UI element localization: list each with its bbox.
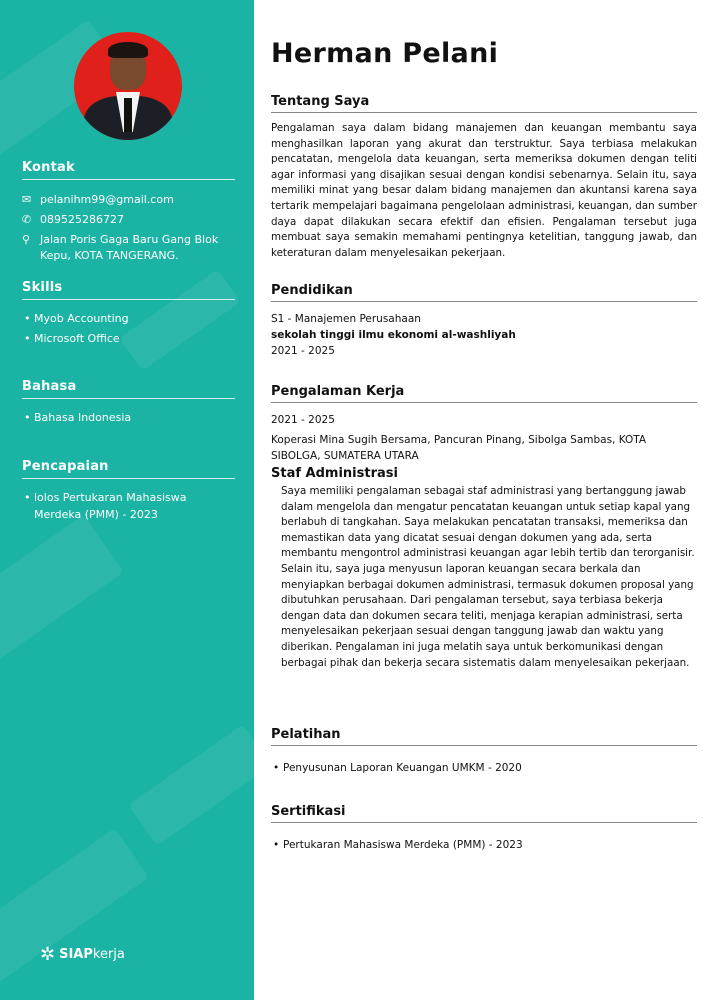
- experience-company: Koperasi Mina Sugih Bersama, Pancuran Pinang, Sibolga Sambas, KOTA SIBOLGA, SUMATERA UTARA: [271, 434, 647, 462]
- contact-section: [22, 160, 235, 268]
- skills-title: Skills: [22, 280, 235, 300]
- logo-brand: SIAP: [59, 947, 93, 962]
- education-degree: S1 - Manajemen Perusahaan: [271, 313, 421, 325]
- experience-title: Pengalaman Kerja: [271, 384, 697, 403]
- language-item: • Bahasa Indonesia: [22, 409, 235, 426]
- skills-section: [22, 280, 235, 350]
- address-text: Jalan Poris Gaga Baru Gang Blok Kepu, KOTA TANGERANG.: [40, 233, 219, 262]
- about-text: Pengalaman saya dalam bidang manajemen dan keuangan membantu saya menghasilkan laporan yang akurat dan terstruktur. Saya terbiasa melakukan pencatatan, mengelola data keuangan, serta memeriksa dokumen dengan teliti agar informasi yang disajikan sesuai dengan kondisi sebenarnya. Selain itu, saya memiliki minat yang besar dalam bidang manajemen dan akuntansi karena saya tertarik mempelajari bagaimana pengelolaan administrasi, keuangan, dan sumber daya dapat dilakukan secara efektif dan efisien. Pengalaman tersebut juga membuat saya semakin memahami pentingnya ketelitian, tanggung jawab, dan keteraturan dalam menyelesaikan pekerjaan.: [271, 122, 697, 259]
- contact-title: Kontak: [22, 160, 235, 180]
- location-pin-icon: ⚲: [22, 233, 31, 246]
- training-title: Pelatihan: [271, 727, 697, 746]
- achievements-title: Pencapaian: [22, 459, 235, 479]
- logo-brand-suffix: kerja: [92, 947, 125, 962]
- about-section: [271, 94, 697, 261]
- skill-item: • Myob Accounting: [22, 310, 235, 327]
- training-item: • Penyusunan Laporan Keuangan UMKM - 2020: [271, 760, 697, 776]
- certification-title: Sertifikasi: [271, 804, 697, 823]
- achievements-section: [22, 459, 235, 526]
- certification-section: [271, 804, 697, 853]
- education-title: Pendidikan: [271, 283, 697, 302]
- decorative-shape: [0, 828, 149, 992]
- achievement-item: • lolos Pertukaran Mahasiswa Merdeka (PMM) - 2023: [22, 489, 235, 523]
- experience-section: [271, 384, 697, 671]
- experience-description: Saya memiliki pengalaman sebagai staf administrasi yang bertanggung jawab dalam mengelola dan mengatur pencatatan keuangan untuk setiap kapal yang berlabuh di tangkahan. Saya melakukan pencatatan transaksi, memeriksa dan memastikan data yang dicatat sesuai dengan dokumen yang ada, serta membantu mengontrol administrasi keuangan agar lebih tertib dan terorganisir. Selain itu, saya juga menyusun laporan keuangan secara berkala dan menyiapkan berbagai dokumen administrasi, termasuk dokumen proposal yang dibutuhkan perusahaan. Dari pengalaman tersebut, saya terbiasa bekerja dengan data dan dokumen secara teliti, menjaga kerapian administrasi, serta menyelesaikan pekerjaan sesuai dengan tanggung jawab dan waktu yang diberikan. Pengalaman ini juga melatih saya untuk berkomunikasi dengan berbagai pihak dan bekerja secara sistematis dalam menyelesaikan pekerjaan.: [281, 485, 695, 669]
- phone-text: 089525286727: [40, 213, 124, 226]
- contact-email: [22, 192, 235, 208]
- language-section: [22, 379, 235, 429]
- contact-phone: [22, 212, 235, 228]
- logo-mark-icon: ✲: [40, 944, 56, 965]
- education-section: [271, 283, 697, 359]
- experience-role: Staf Administrasi: [271, 466, 398, 481]
- siapkerja-logo: [40, 944, 125, 965]
- experience-years: 2021 - 2025: [271, 414, 335, 426]
- decorative-shape: [0, 515, 124, 676]
- about-title: Tentang Saya: [271, 94, 697, 113]
- certification-item: • Pertukaran Mahasiswa Merdeka (PMM) - 2023: [271, 837, 697, 853]
- skill-item: • Microsoft Office: [22, 330, 235, 347]
- email-text: pelanihm99@gmail.com: [40, 193, 174, 206]
- language-title: Bahasa: [22, 379, 235, 399]
- contact-address: [22, 232, 235, 264]
- education-school: sekolah tinggi ilmu ekonomi al-washliyah: [271, 329, 516, 341]
- education-years: 2021 - 2025: [271, 345, 335, 357]
- phone-icon: ✆: [22, 213, 32, 226]
- email-icon: ✉: [22, 193, 32, 206]
- training-section: [271, 727, 697, 776]
- sidebar: [0, 0, 254, 1000]
- profile-photo: [74, 32, 182, 140]
- decorative-shape: [128, 724, 254, 845]
- person-name: Herman Pelani: [271, 38, 499, 69]
